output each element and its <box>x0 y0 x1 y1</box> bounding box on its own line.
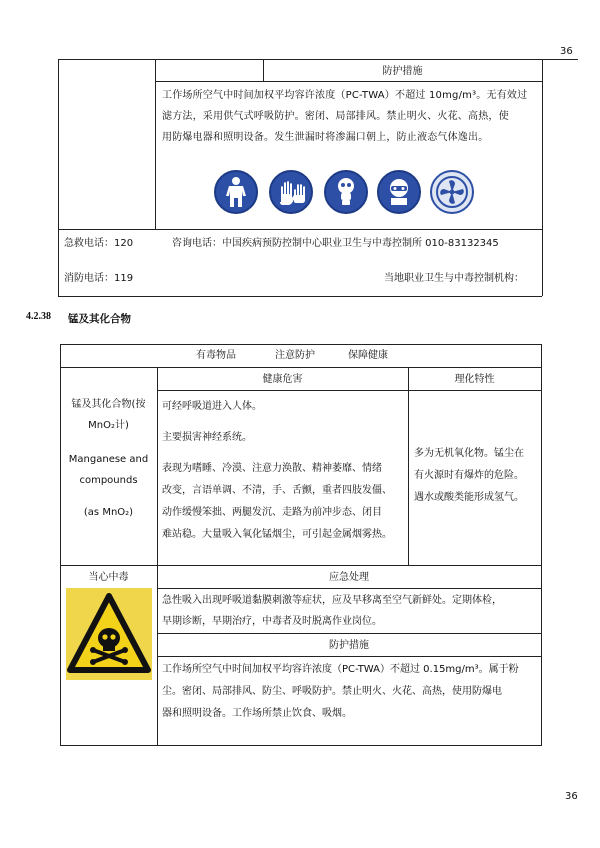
fire-phone: 消防电话：119 <box>64 273 134 284</box>
poison-warning-icon <box>66 588 152 680</box>
property-text: 多为无机氧化物。锰尘在 有火源时有爆炸的危险。 遇水或酸类能形成氢气。 <box>414 448 524 503</box>
protective-suit-icon <box>214 170 258 214</box>
upper-protection-header: 防护措施 <box>382 66 423 77</box>
slogan-health: 保障健康 <box>348 350 388 361</box>
properties-header: 理化特性 <box>454 374 495 385</box>
safety-goggles-icon <box>377 170 421 214</box>
protective-gloves-icon <box>269 170 313 214</box>
footer-page-number: 36 <box>565 791 578 802</box>
substance-name-en-3: (as MnO₂) <box>83 507 134 518</box>
warning-label: 当心中毒 <box>88 572 129 583</box>
substance-name <box>60 394 157 523</box>
consult-phone: 咨询电话：中国疾病预防控制中心职业卫生与中毒控制所 010-83132345 <box>172 238 499 249</box>
substance-name-cn-2: MnO₂计) <box>88 420 129 431</box>
emergency-text: 急性吸入出现呼吸道黏膜刺激等症状，应及早移离至空气新鲜处。定期体检， 早期诊断，早期治疗，中毒者及时脱离作业岗位。 <box>162 595 502 627</box>
substance-name-cn-1: 锰及其化合物(按 <box>71 399 146 410</box>
ventilation-fan-icon <box>430 170 474 214</box>
header-page-number: 36 <box>560 46 573 57</box>
upper-protection-text: 工作场所空气中时间加权平均容许浓度（PC-TWA）不超过 10mg/m³。无有效过 滤方法，采用供气式呼吸防护。密闭、局部排风。禁止明火、火花、高热，使 用防爆电器和照明设备。发生泄漏时将渗漏口朝上，防止液态气体逸出。 <box>162 90 528 143</box>
header-rule <box>58 59 578 60</box>
emergency-header: 应急处理 <box>329 572 369 583</box>
protection-header: 防护措施 <box>329 640 369 651</box>
section-title: 锰及其化合物 <box>68 313 131 325</box>
gas-mask-icon <box>324 170 368 214</box>
protection-text: 工作场所空气中时间加权平均容许浓度（PC-TWA）不超过 0.15mg/m³。属于粉 尘。密闭、局部排风、防尘、呼吸防护。禁止明火、火花、高热，使用防爆电 器和照明设备。工作场所禁止饮食、吸烟。 <box>162 664 519 719</box>
health-hazard-header: 健康危害 <box>262 374 303 385</box>
slogan-toxic: 有毒物品 <box>196 350 236 361</box>
section-number: 4.2.38 <box>26 311 51 322</box>
substance-name-en-2: compounds <box>79 475 138 486</box>
emergency-phone: 急救电话：120 <box>64 238 134 249</box>
substance-name-en-1: Manganese and <box>68 454 149 465</box>
hazard-text: 可经呼吸道进入人体。 主要损害神经系统。 表现为嗜睡、冷漠、注意力涣散、精神萎靡、情绪 改变，言语单调、不清，手、舌颤，重者四肢发僵、 动作缓慢笨拙、两腿发沉、走路为前冲步态、闭目 难站稳。大量吸入氧化锰烟尘，可引起金属烟雾热。 <box>162 401 392 540</box>
slogan-protect: 注意防护 <box>275 350 315 361</box>
local-agency: 当地职业卫生与中毒控制机构： <box>384 273 524 284</box>
